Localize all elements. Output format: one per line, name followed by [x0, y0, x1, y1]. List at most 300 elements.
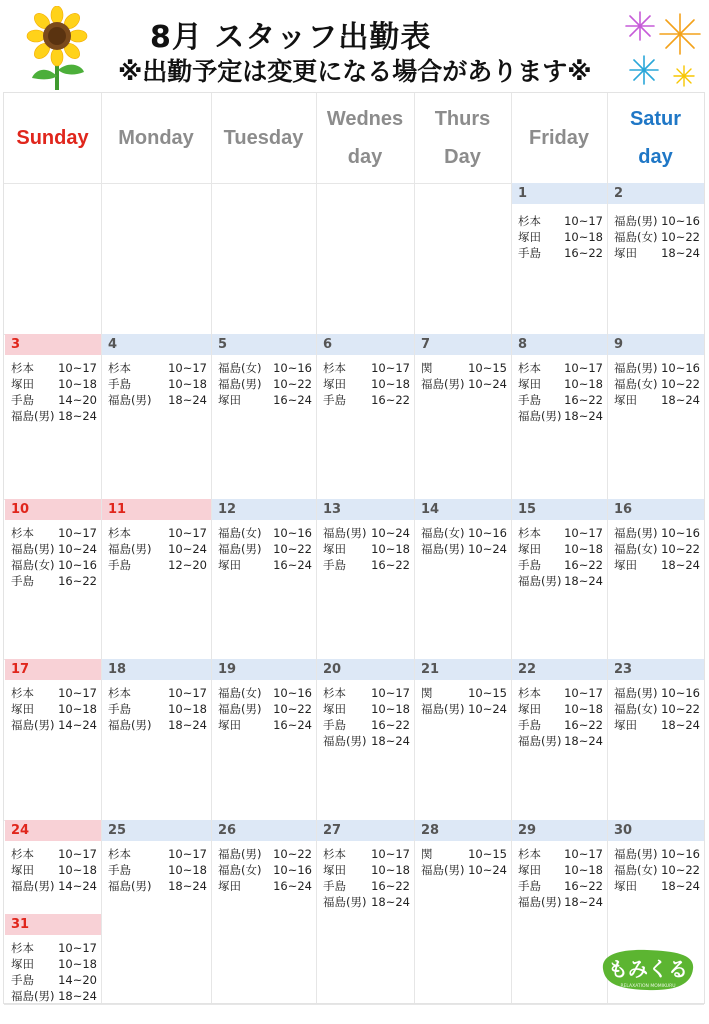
staff-name: 塚田 [218, 718, 241, 732]
shift-entry [218, 717, 312, 733]
staff-name: 手島 [108, 702, 131, 716]
shift-entry [614, 846, 700, 862]
shift-entry [518, 733, 603, 749]
shift-time: 10~16 [273, 686, 312, 700]
shift-entry [11, 376, 97, 392]
day-header [607, 93, 704, 183]
staff-name: 福島(女) [218, 526, 262, 540]
shift-entry [323, 360, 410, 376]
shift-time: 10~16 [58, 558, 97, 572]
date-number: 16 [608, 499, 704, 520]
shift-entry [108, 525, 207, 541]
staff-name: 福島(女) [218, 863, 262, 877]
shift-time: 10~16 [661, 214, 700, 228]
shift-time: 10~16 [661, 847, 700, 861]
shift-entry [614, 360, 700, 376]
shift-time: 14~20 [58, 973, 97, 987]
shift-entry [11, 972, 97, 988]
staff-name: 福島(男) [11, 718, 55, 732]
shift-entry [614, 392, 700, 408]
staff-name: 福島(男) [518, 734, 562, 748]
shift-entry [218, 701, 312, 717]
date-number: 25 [102, 820, 211, 841]
shift-time: 10~22 [661, 542, 700, 556]
shift-time: 10~24 [371, 526, 410, 540]
shift-entry [323, 701, 410, 717]
staff-name: 杉本 [11, 941, 34, 955]
shift-time: 10~18 [564, 377, 603, 391]
shift-time: 12~20 [168, 558, 207, 572]
calendar-day-cell [102, 334, 211, 499]
fireworks-icon [618, 4, 706, 90]
staff-name: 杉本 [11, 526, 34, 540]
shift-time: 10~22 [273, 542, 312, 556]
staff-name: 手島 [323, 558, 346, 572]
shift-entry [323, 894, 410, 910]
shift-entry [11, 956, 97, 972]
date-number: 18 [102, 659, 211, 680]
shift-entry [11, 541, 97, 557]
shift-entry [421, 862, 507, 878]
staff-name: 福島(男) [614, 847, 658, 861]
day-header [511, 93, 607, 183]
shift-time: 18~24 [661, 558, 700, 572]
staff-name: 福島(男) [614, 686, 658, 700]
shift-time: 10~22 [273, 702, 312, 716]
calendar-day-cell [212, 499, 316, 659]
shift-time: 10~17 [371, 686, 410, 700]
staff-name: 杉本 [11, 686, 34, 700]
shift-entry [218, 525, 312, 541]
staff-name: 福島(女) [614, 702, 658, 716]
staff-name: 杉本 [518, 526, 541, 540]
momikuru-logo [597, 945, 699, 993]
shift-entry [11, 360, 97, 376]
shift-entry [518, 229, 603, 245]
staff-name: 福島(女) [218, 361, 262, 375]
staff-name: 福島(女) [614, 230, 658, 244]
staff-name: 福島(男) [108, 879, 152, 893]
staff-name: 福島(男) [218, 847, 262, 861]
shift-entry [11, 717, 97, 733]
shift-entry [218, 392, 312, 408]
staff-name: 杉本 [518, 214, 541, 228]
shift-entry [421, 360, 507, 376]
shift-time: 10~17 [564, 526, 603, 540]
shift-entry [108, 701, 207, 717]
shift-time: 10~17 [564, 214, 603, 228]
calendar-day-cell [102, 820, 211, 1004]
shift-time: 16~22 [371, 558, 410, 572]
shift-time: 14~24 [58, 718, 97, 732]
shift-time: 10~17 [564, 361, 603, 375]
staff-name: 塚田 [11, 957, 34, 971]
staff-name: 杉本 [518, 686, 541, 700]
shift-time: 10~24 [468, 863, 507, 877]
shift-entry [11, 392, 97, 408]
staff-name: 福島(男) [218, 702, 262, 716]
shift-entry [518, 557, 603, 573]
shift-time: 10~24 [168, 542, 207, 556]
staff-name: 福島(女) [421, 526, 465, 540]
staff-name: 手島 [518, 393, 541, 407]
calendar-day-cell [415, 659, 511, 820]
date-number: 28 [415, 820, 511, 841]
shift-time: 10~18 [168, 863, 207, 877]
shift-time: 10~17 [371, 847, 410, 861]
date-number: 26 [212, 820, 316, 841]
shift-entry [518, 541, 603, 557]
staff-name: 手島 [11, 393, 34, 407]
staff-name: 塚田 [518, 542, 541, 556]
staff-name: 福島(男) [323, 526, 367, 540]
shift-time: 18~24 [564, 734, 603, 748]
logo-tagline: RELAXATION MOMIKURU [620, 984, 676, 989]
staff-name: 福島(男) [518, 574, 562, 588]
staff-name: 杉本 [108, 361, 131, 375]
shift-entry [323, 376, 410, 392]
staff-name: 手島 [108, 558, 131, 572]
date-number: 31 [5, 914, 101, 935]
staff-name: 杉本 [108, 686, 131, 700]
shift-time: 10~18 [371, 542, 410, 556]
staff-name: 福島(男) [218, 377, 262, 391]
shift-time: 10~17 [168, 847, 207, 861]
calendar-day-cell [5, 499, 101, 659]
date-number: 9 [608, 334, 704, 355]
shift-entry [11, 701, 97, 717]
staff-name: 手島 [11, 973, 34, 987]
grid-row-line [4, 1004, 704, 1005]
shift-entry [11, 573, 97, 589]
shift-entry [421, 846, 507, 862]
calendar-day-cell [608, 499, 704, 659]
staff-name: 福島(男) [614, 526, 658, 540]
staff-name: 関 [421, 847, 433, 861]
shift-entry [11, 862, 97, 878]
shift-entry [518, 360, 603, 376]
shift-entry [108, 541, 207, 557]
shift-entry [11, 940, 97, 956]
date-number: 6 [317, 334, 414, 355]
date-number: 10 [5, 499, 101, 520]
calendar-day-cell [415, 499, 511, 659]
shift-entry [11, 878, 97, 894]
staff-name: 杉本 [323, 361, 346, 375]
date-number: 2 [608, 183, 704, 204]
calendar-day-cell [212, 334, 316, 499]
staff-name: 関 [421, 361, 433, 375]
shift-time: 16~22 [371, 718, 410, 732]
shift-entry [614, 376, 700, 392]
calendar-day-cell [102, 659, 211, 820]
calendar-day-cell [512, 820, 607, 1004]
shift-time: 10~18 [564, 702, 603, 716]
date-number: 21 [415, 659, 511, 680]
calendar-day-cell [512, 499, 607, 659]
staff-name: 福島(男) [11, 879, 55, 893]
shift-entry [518, 573, 603, 589]
shift-time: 10~16 [661, 686, 700, 700]
calendar-day-cell [512, 183, 607, 334]
staff-name: 福島(男) [11, 989, 55, 1003]
shift-time: 10~24 [58, 542, 97, 556]
calendar-day-cell [317, 659, 414, 820]
date-number: 30 [608, 820, 704, 841]
shift-time: 16~22 [371, 879, 410, 893]
day-header-label: Sunday [16, 127, 89, 149]
shift-time: 10~17 [564, 847, 603, 861]
staff-name: 手島 [518, 879, 541, 893]
calendar-grid [3, 92, 705, 1004]
shift-entry [323, 733, 410, 749]
shift-entry [518, 245, 603, 261]
shift-entry [421, 541, 507, 557]
shift-entry [108, 376, 207, 392]
staff-name: 杉本 [108, 526, 131, 540]
calendar-day-cell [317, 334, 414, 499]
shift-time: 10~16 [273, 863, 312, 877]
shift-time: 10~17 [58, 361, 97, 375]
shift-entry [614, 717, 700, 733]
calendar-day-cell [317, 499, 414, 659]
shift-time: 10~17 [58, 941, 97, 955]
calendar-day-cell [5, 914, 101, 1004]
shift-time: 16~22 [564, 558, 603, 572]
shift-entry [421, 376, 507, 392]
shift-time: 10~17 [58, 526, 97, 540]
staff-name: 福島(男) [614, 361, 658, 375]
day-header-label: Monday [118, 127, 194, 149]
shift-entry [323, 717, 410, 733]
staff-name: 手島 [518, 558, 541, 572]
shift-time: 16~22 [564, 246, 603, 260]
shift-entry [518, 525, 603, 541]
date-number: 15 [512, 499, 607, 520]
shift-time: 18~24 [564, 574, 603, 588]
staff-name: 福島(男) [11, 409, 55, 423]
shift-time: 18~24 [168, 393, 207, 407]
staff-name: 手島 [323, 393, 346, 407]
date-number: 8 [512, 334, 607, 355]
staff-name: 塚田 [218, 393, 241, 407]
staff-name: 福島(男) [421, 377, 465, 391]
shift-time: 14~24 [58, 879, 97, 893]
shift-entry [108, 878, 207, 894]
staff-name: 杉本 [11, 847, 34, 861]
shift-time: 18~24 [58, 409, 97, 423]
day-header [4, 93, 101, 183]
calendar-day-cell [608, 334, 704, 499]
date-number: 7 [415, 334, 511, 355]
day-header-label: Tuesday [223, 127, 304, 149]
sunflower-icon [22, 6, 92, 90]
shift-entry [518, 392, 603, 408]
shift-entry [518, 408, 603, 424]
shift-time: 16~24 [273, 393, 312, 407]
staff-name: 福島(男) [518, 409, 562, 423]
shift-time: 18~24 [58, 989, 97, 1003]
shift-entry [421, 685, 507, 701]
shift-entry [518, 213, 603, 229]
shift-entry [421, 525, 507, 541]
calendar-day-cell [512, 659, 607, 820]
shift-time: 10~17 [58, 847, 97, 861]
day-header-label: Thurs [434, 108, 491, 130]
page-subtitle: ※出勤予定は変更になる場合があります※ [118, 57, 592, 86]
shift-entry [518, 878, 603, 894]
calendar-day-cell [102, 499, 211, 659]
staff-name: 手島 [518, 246, 541, 260]
shift-entry [108, 685, 207, 701]
staff-name: 塚田 [11, 702, 34, 716]
shift-entry [218, 862, 312, 878]
staff-name: 福島(男) [421, 863, 465, 877]
logo-text: もみくる [608, 957, 688, 981]
staff-name: 塚田 [11, 377, 34, 391]
shift-entry [323, 685, 410, 701]
staff-name: 福島(男) [218, 542, 262, 556]
shift-time: 10~18 [371, 702, 410, 716]
shift-entry [108, 846, 207, 862]
shift-time: 16~22 [564, 718, 603, 732]
shift-entry [518, 376, 603, 392]
shift-time: 10~18 [564, 542, 603, 556]
staff-name: 福島(男) [11, 542, 55, 556]
staff-name: 福島(男) [421, 542, 465, 556]
shift-entry [614, 229, 700, 245]
day-header [211, 93, 316, 183]
shift-entry [11, 846, 97, 862]
date-number: 4 [102, 334, 211, 355]
shift-time: 10~17 [168, 361, 207, 375]
staff-name: 福島(男) [421, 702, 465, 716]
staff-name: 杉本 [323, 686, 346, 700]
calendar-day-cell [415, 334, 511, 499]
staff-name: 福島(男) [108, 542, 152, 556]
shift-time: 18~24 [168, 718, 207, 732]
date-number: 5 [212, 334, 316, 355]
shift-entry [518, 846, 603, 862]
staff-name: 塚田 [614, 879, 637, 893]
shift-entry [323, 557, 410, 573]
staff-name: 塚田 [323, 702, 346, 716]
date-number: 22 [512, 659, 607, 680]
shift-entry [11, 988, 97, 1004]
shift-time: 18~24 [661, 879, 700, 893]
staff-name: 塚田 [614, 393, 637, 407]
staff-name: 塚田 [323, 542, 346, 556]
shift-entry [218, 376, 312, 392]
shift-entry [323, 392, 410, 408]
shift-time: 10~16 [273, 361, 312, 375]
staff-name: 塚田 [614, 718, 637, 732]
shift-time: 10~18 [58, 702, 97, 716]
shift-time: 10~15 [468, 361, 507, 375]
shift-time: 16~24 [273, 718, 312, 732]
date-number: 20 [317, 659, 414, 680]
shift-time: 10~18 [58, 863, 97, 877]
shift-entry [323, 846, 410, 862]
shift-time: 10~18 [564, 230, 603, 244]
shift-time: 10~17 [371, 361, 410, 375]
calendar-day-cell [512, 334, 607, 499]
shift-time: 10~18 [58, 957, 97, 971]
staff-name: 福島(男) [323, 895, 367, 909]
shift-entry [518, 685, 603, 701]
date-number: 29 [512, 820, 607, 841]
shift-entry [218, 846, 312, 862]
shift-entry [323, 541, 410, 557]
day-header-label: Friday [528, 127, 590, 149]
staff-name: 福島(女) [11, 558, 55, 572]
shift-entry [323, 862, 410, 878]
shift-time: 10~24 [468, 542, 507, 556]
shift-time: 18~24 [371, 895, 410, 909]
shift-time: 10~18 [371, 377, 410, 391]
staff-name: 手島 [108, 377, 131, 391]
shift-time: 16~22 [58, 574, 97, 588]
shift-entry [518, 717, 603, 733]
shift-time: 10~22 [661, 863, 700, 877]
staff-name: 杉本 [518, 847, 541, 861]
staff-name: 塚田 [11, 863, 34, 877]
staff-name: 杉本 [518, 361, 541, 375]
shift-entry [518, 862, 603, 878]
shift-time: 18~24 [661, 246, 700, 260]
calendar-day-cell [608, 659, 704, 820]
shift-time: 10~18 [168, 377, 207, 391]
staff-name: 福島(女) [614, 863, 658, 877]
shift-time: 16~22 [564, 879, 603, 893]
staff-name: 福島(女) [218, 686, 262, 700]
shift-entry [614, 541, 700, 557]
shift-entry [614, 862, 700, 878]
shift-time: 18~24 [564, 409, 603, 423]
shift-time: 10~22 [661, 230, 700, 244]
shift-entry [11, 685, 97, 701]
staff-name: 手島 [323, 879, 346, 893]
day-header [414, 93, 511, 183]
shift-time: 10~24 [468, 377, 507, 391]
date-number: 27 [317, 820, 414, 841]
staff-name: 塚田 [614, 558, 637, 572]
shift-time: 10~15 [468, 847, 507, 861]
staff-name: 福島(男) [323, 734, 367, 748]
shift-entry [218, 685, 312, 701]
day-header-label: day [638, 146, 673, 168]
shift-time: 16~22 [564, 393, 603, 407]
staff-name: 福島(男) [518, 895, 562, 909]
staff-name: 手島 [11, 574, 34, 588]
shift-time: 18~24 [564, 895, 603, 909]
page-header [0, 0, 709, 92]
shift-entry [218, 557, 312, 573]
staff-name: 塚田 [518, 230, 541, 244]
shift-time: 18~24 [371, 734, 410, 748]
shift-entry [11, 408, 97, 424]
shift-entry [218, 878, 312, 894]
staff-name: 手島 [108, 863, 131, 877]
date-number: 19 [212, 659, 316, 680]
staff-name: 塚田 [518, 377, 541, 391]
date-number: 17 [5, 659, 101, 680]
shift-time: 10~17 [168, 526, 207, 540]
shift-entry [614, 213, 700, 229]
shift-entry [421, 701, 507, 717]
shift-entry [614, 701, 700, 717]
shift-time: 10~15 [468, 686, 507, 700]
